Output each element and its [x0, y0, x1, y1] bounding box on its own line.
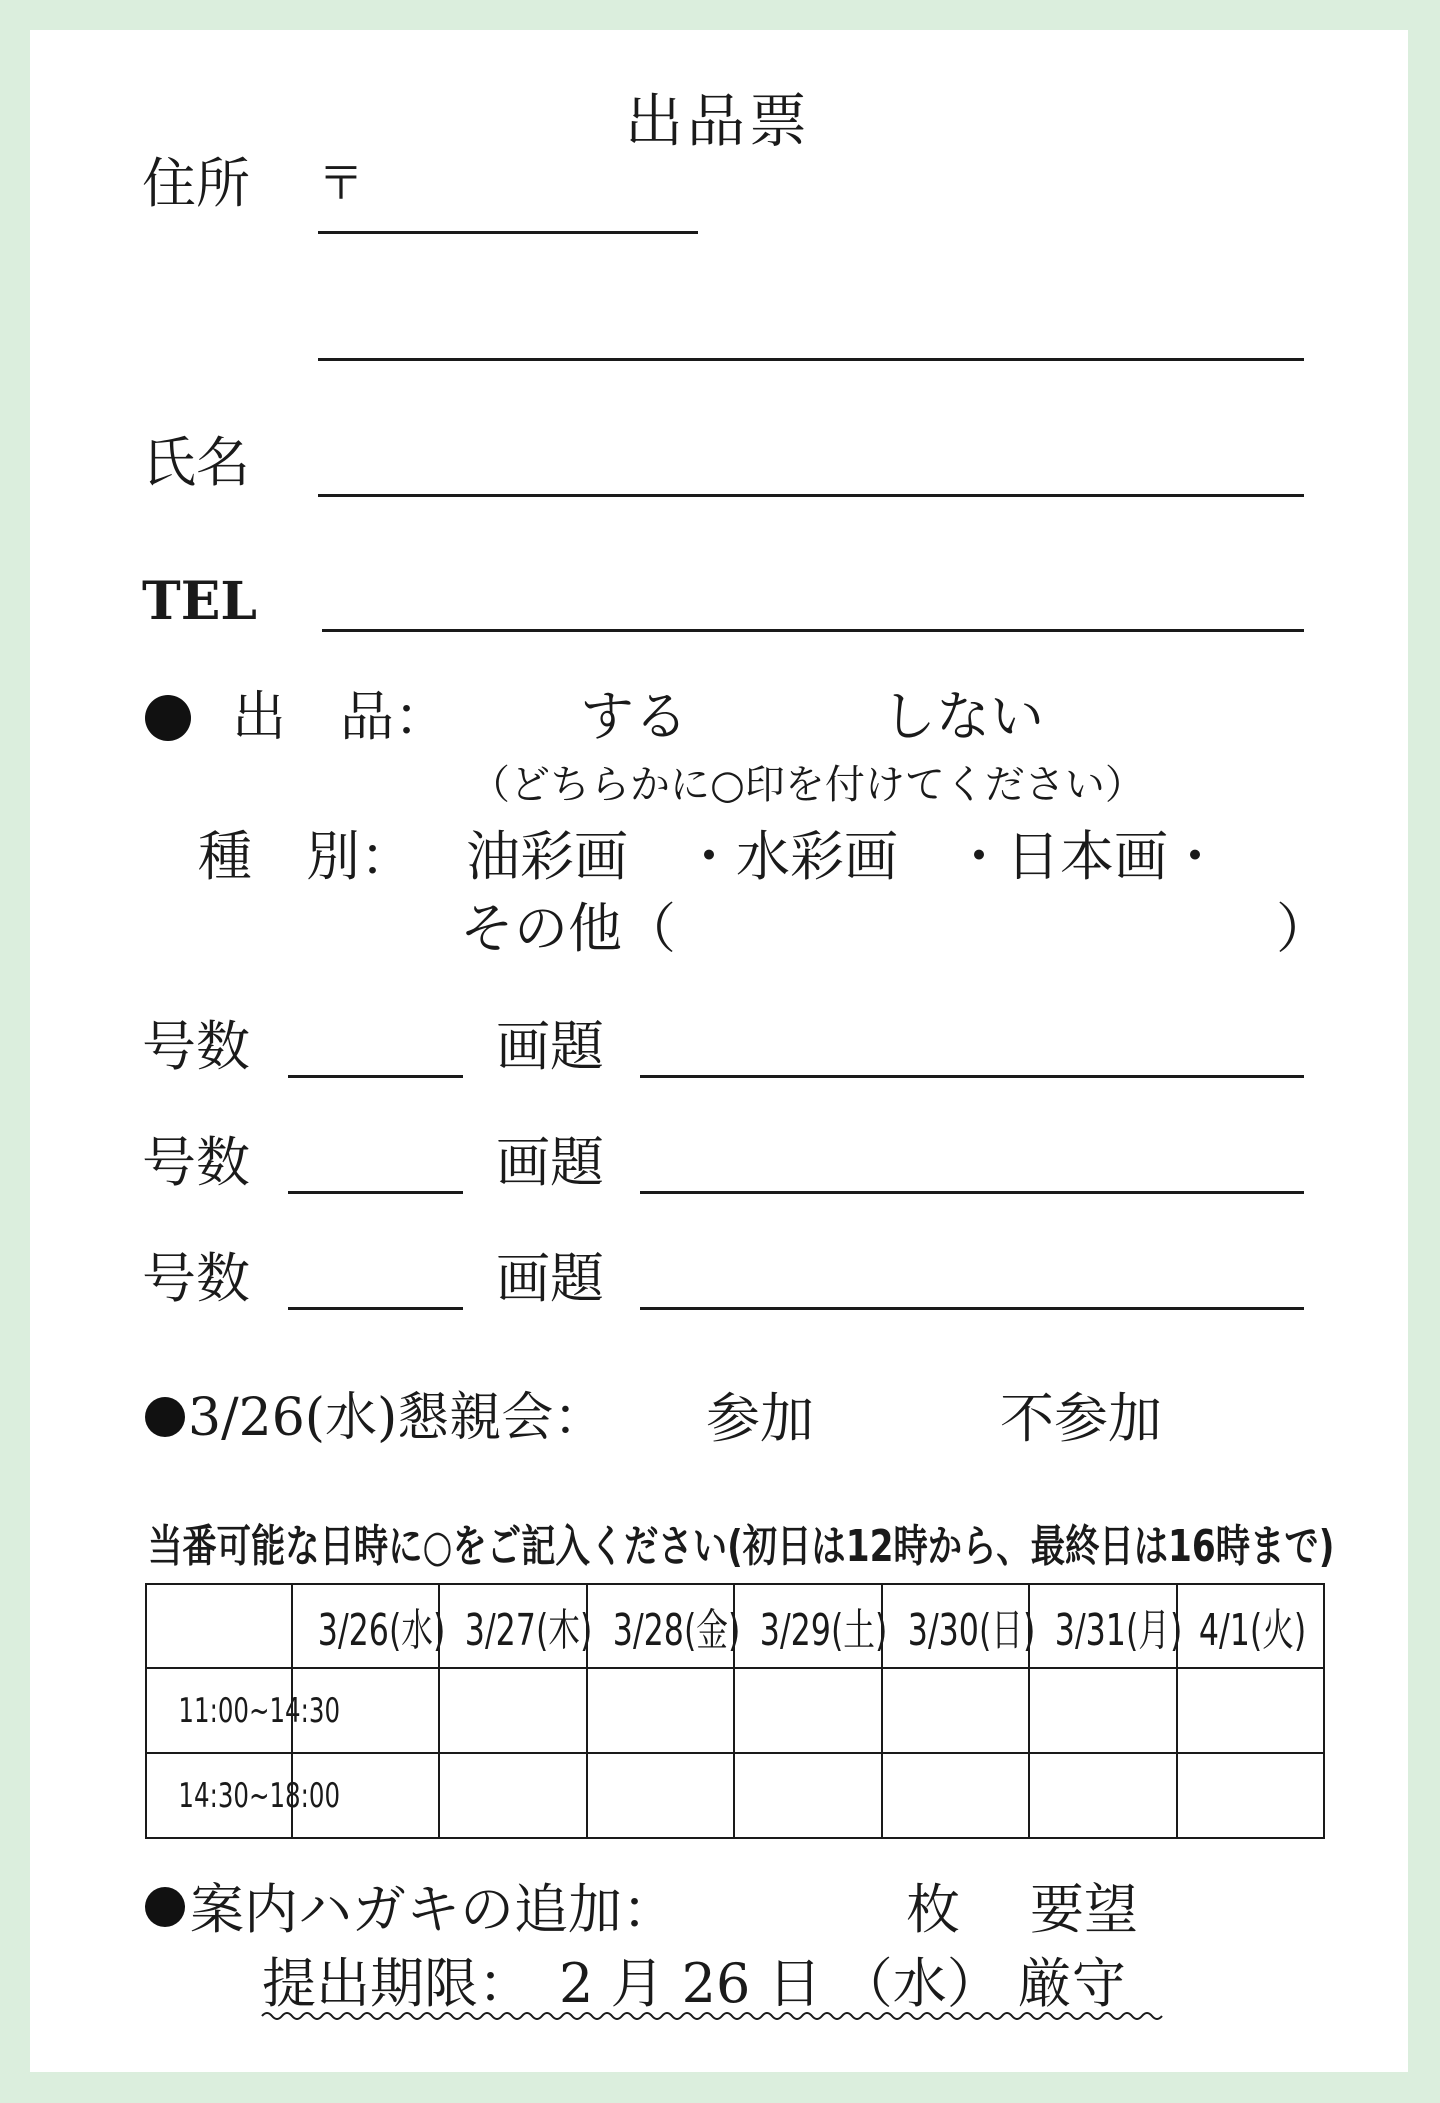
schedule-slot-row: [146, 1668, 1324, 1753]
schedule-corner-cell: [146, 1584, 292, 1668]
category-options[interactable]: 油彩画 ・水彩画 ・日本画・: [466, 825, 1222, 888]
schedule-day-header: 3/28(金): [587, 1584, 734, 1668]
work-title-label: 画題: [496, 1015, 604, 1078]
schedule-cell[interactable]: [587, 1668, 734, 1753]
entry-form-card: [30, 30, 1408, 2072]
party-option-attend[interactable]: 参加: [706, 1387, 814, 1450]
category-other-close: ）: [1276, 897, 1330, 960]
party-label: 3/26(水)懇親会：: [188, 1388, 606, 1448]
schedule-slot-row: [146, 1753, 1324, 1838]
work-size-label: 号数: [142, 1247, 250, 1310]
tel-label: TEL: [142, 571, 257, 632]
entry-option-yes[interactable]: する: [580, 685, 688, 748]
schedule-instruction: 当番可能な日時に○をご記入ください(初日は12時から、最終日は16時まで): [148, 1521, 1335, 1572]
schedule-cell[interactable]: [439, 1668, 586, 1753]
schedule-day-header: 3/31(月): [1029, 1584, 1176, 1668]
schedule-cell[interactable]: [1177, 1753, 1324, 1838]
duty-schedule-table: [145, 1583, 1325, 1839]
schedule-cell[interactable]: [1029, 1668, 1176, 1753]
party-option-absent[interactable]: 不参加: [1000, 1387, 1162, 1450]
schedule-cell[interactable]: [587, 1753, 734, 1838]
work-size-label: 号数: [142, 1015, 250, 1078]
schedule-cell[interactable]: [1177, 1668, 1324, 1753]
postcard-request: 要望: [1030, 1878, 1138, 1941]
schedule-day-header: 4/1(火): [1177, 1584, 1324, 1668]
schedule-cell[interactable]: [1029, 1753, 1176, 1838]
work-title-field[interactable]: [640, 1307, 1304, 1310]
entry-option-no[interactable]: しない: [882, 685, 1044, 748]
wavy-underline: [262, 2010, 1164, 2022]
work-title-label: 画題: [496, 1247, 604, 1310]
schedule-cell[interactable]: [439, 1753, 586, 1838]
name-label: 氏名: [142, 431, 250, 494]
schedule-slot-label: 11:00~14:30: [146, 1668, 292, 1753]
entry-note: （どちらかに○印を付けてください）: [470, 762, 1145, 808]
work-size-label: 号数: [142, 1131, 250, 1194]
work-title-field[interactable]: [640, 1191, 1304, 1194]
postal-code-field[interactable]: [318, 231, 698, 234]
postcard-unit: 枚: [906, 1878, 960, 1941]
bullet-icon: [145, 695, 191, 741]
schedule-header-row: [146, 1584, 1324, 1668]
bullet-icon: [145, 1887, 185, 1927]
schedule-slot-label: 14:30~18:00: [146, 1753, 292, 1838]
schedule-cell[interactable]: [734, 1668, 881, 1753]
address-label: 住所: [142, 152, 250, 215]
deadline-text: 提出期限： 2 月 26 日 （水） 厳守: [262, 1952, 1126, 2015]
schedule-day-header: 3/29(土): [734, 1584, 881, 1668]
category-label: 種 別：: [198, 825, 414, 888]
work-size-field[interactable]: [288, 1075, 463, 1078]
work-title-label: 画題: [496, 1131, 604, 1194]
work-title-field[interactable]: [640, 1075, 1304, 1078]
postal-mark: 〒: [318, 156, 364, 210]
schedule-cell[interactable]: [882, 1668, 1029, 1753]
bullet-icon: [145, 1397, 185, 1437]
work-size-field[interactable]: [288, 1307, 463, 1310]
entry-label: 出 品：: [232, 685, 448, 748]
schedule-day-header: 3/30(日): [882, 1584, 1029, 1668]
tel-field[interactable]: [322, 629, 1304, 632]
address-field[interactable]: [318, 358, 1304, 361]
name-field[interactable]: [318, 494, 1304, 497]
schedule-day-header: 3/26(水): [292, 1584, 439, 1668]
category-other-open[interactable]: その他（: [460, 897, 676, 960]
postcard-label: 案内ハガキの追加：: [190, 1878, 676, 1941]
schedule-day-header: 3/27(木): [439, 1584, 586, 1668]
form-title: 出品票: [625, 87, 812, 155]
work-size-field[interactable]: [288, 1191, 463, 1194]
schedule-cell[interactable]: [734, 1753, 881, 1838]
schedule-cell[interactable]: [882, 1753, 1029, 1838]
